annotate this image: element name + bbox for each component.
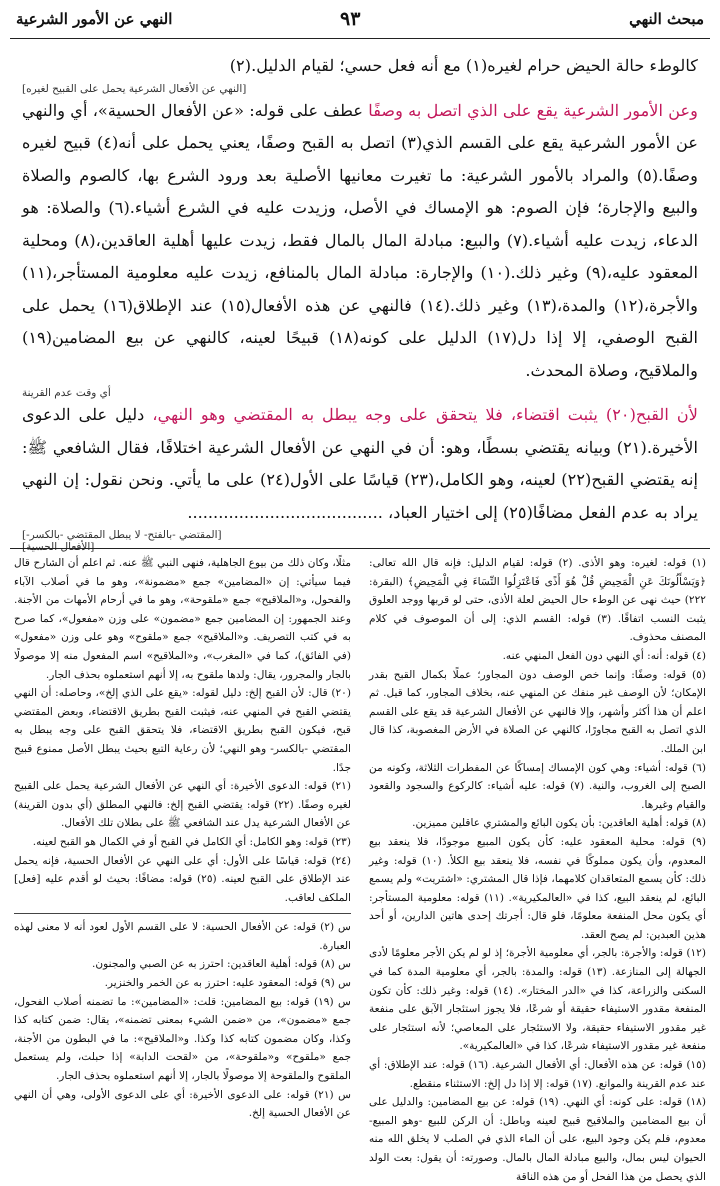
sharh-text-1: عطف على قوله: «عن الأفعال الحسية»، أي والنهي عن الأمور الشرعية يقع على القسم الذي(٣) اتصل به القبح وصفًا، يعني يحمل على أنه(٤) قبيح لغيره وصفًا.(٥) والمراد بالأمور الشرعية: ما تغيرت معانيها الأصلية بعد ورود الشرع بها، كالصوم والصلاة والبيع والإجارة؛ فإن الصوم: هو الإمساك في الأصل، وزيدت عليه في الشرع أشياء.(٦) والصلاة: هو الدعاء، زيدت عليه أشياء.(٧) والبيع: مبادلة المال بالمال فقط، زيدت عليها أهلية العاقدين،(٨) ومحلية المعقود عليه،(٩) وغير ذلك.(١٠) والإجارة: مبادلة المال بالمنافع، زيدت عليه معلومية المستأجر،(١١) والأجرة،(١٢) والمدة،(١٣) وغير ذلك.(١٤) فالنهي عن هذه الأفعال(١٥) عند الإطلاق(١٦) يحمل على القبح الوصفي، إلا إذا دل(١٧) الدليل على كونه(١٨) قبيحًا لعينه، كالنهي عن بيع المضامين(١٩) والملاقيح، وصلاة المحدث. — [22, 100, 698, 380]
commentary-note: (٢٤) قوله: قياسًا على الأول: أي على النهي عن الأفعال الحسية، فإنه يحمل عند الإطلاق على القبح لعينه. (٢٥) قوله: مضافًا: بحيث لو أقدم عليه [فعل] الملكف لعاقب. — [14, 854, 351, 904]
commentary-note: (١٨) قوله: على كونه: أي النهي. (١٩) قوله: عن بيع المضامين: والدليل على أن بيع المضامين والملاقيح قبيح لعينه وباطل: أن الركن للبيع -وهو المبيع- معدوم، فلم يكن وجود البيع، على أن الماء الذي في الصلب لا يخلق الله منه الحيوان ليس بمال، والبيع مبادلة المال بالمال. وصورته: أن يقول: بعت الولد الذي يحصل من هذا الفحل أو من هذه الناقة — [369, 1096, 706, 1183]
commentary-note: (٥) قوله: وصفًا: وإنما خص الوصف دون المجاور؛ عملًا بكمال القبح بقدر الإمكان؛ لأن الوصف غير منفك عن المنهي عنه، بخلاف المجاور، كما قيل. ثم اعلم أن هذا أكثر وأشهر، وإلا فالنهي عن الأفعال الشرعية قد يقع على القسم الذي اتصل به القبح مجاورًا، كالنهي عن الصلاة في الأرض المغصوبة، كذا قال ابن الملك. — [369, 668, 706, 755]
margin-note-4: [الأفعال الحسية] — [22, 541, 95, 553]
secondary-note: س (٨) قوله: أهلية العاقدين: احترز به عن الصبي والمجنون. — [92, 958, 351, 971]
main-paragraph-2 — [22, 95, 698, 388]
secondary-note: س (٩) قوله: المعقود عليه: احترز به عن الخمر والخنزير. — [104, 977, 351, 990]
chapter-title: النهي عن الأمور الشرعية — [16, 10, 173, 28]
commentary-note: (٢٠) قال: لأن القبح إلخ: دليل لقوله: «يقع على الذي إلخ»، وحاصله: أن النهي يقتضي القبح في المنهي عنه، فيثبت القبح بطريق الاقتضاء، وبعض المقتضي قبح، فيكون القبح بطريق الاقتضاء، فلا يتحقق القبح على وجه يبطل به المقتضي -بالكسر- وهو النهي؛ لأن رعاية التبع بحيث يبطل الأصل ممنوع قبيح جدًا. — [14, 687, 351, 774]
commentary-note: (١) قوله: لغيره: وهو الأذى. (٢) قوله: لقيام الدليل: فإنه قال الله تعالى: ﴿وَيَسْأَلُونَكَ عَنِ الْمَحِيضِ قُلْ هُوَ أَذًى فَاعْتَزِلُوا النِّسَاءَ فِي الْمَحِيضِ﴾ (البقرة: ٢٢٢) حيث نهى عن الوطء حال الحيض لعلة الأذى، حتى لو قربها ووجد العلوق يثبت النسب اتفاقًا. (٣) قوله: القسم الذي: إلى أن الموصوف في كلام المصنف محذوف. — [369, 557, 707, 644]
commentary-note: (١٢) قوله: والأجرة: بالجر، أي معلومية الأجرة؛ إذ لو لم يكن الأجر معلومًا لأدى الجهالة إلى المنازعة. (١٣) قوله: والمدة: بالجر، أي معلومية المدة كما في السكنى والزراعة، كذا في «الدر المختار». (١٤) قوله: وغير ذلك: كأن تكون المنفعة مقدور الاستيفاء حقيقة أو شرعًا، فلا يجوز استئجار الآبق على منفعة غير مقدور الاستيفاء حقيقة، ولا الاستئجار على المعاصي؛ لأنه استئجار على منفعة غير مقدور الاستيفاء شرعًا، كذا في «العالمكيرية». — [369, 947, 706, 1053]
commentary-note: (٤) قوله: أنه: أي النهي دون الفعل المنهي عنه. — [502, 649, 706, 662]
section-title: مبحث النهي — [629, 10, 704, 28]
header-rule — [10, 38, 710, 39]
margin-note-2: أي وقت عدم القرينة — [22, 387, 111, 399]
margin-note-1: [النهي عن الأفعال الشرعية يحمل على القبيح لغيره] — [22, 82, 247, 95]
continuation-dots: ...................................... — [187, 502, 383, 522]
commentary-note: (١٥) قوله: عن هذه الأفعال: أي الأفعال الشرعية. (١٦) قوله: عند الإطلاق: أي عند عدم القرينة والموانع. (١٧) قوله: إلا إذا دل إلخ: الاستثناء منقطع. — [369, 1059, 706, 1090]
commentary-note: (٩) قوله: محلية المعقود عليه: كأن يكون المبيع موجودًا، فلا ينعقد بيع المعدوم، وأن يكون مملوكًا في نفسه، فلا ينعقد بيع الكلأ. (١٠) قوله: وغير ذلك: كأن يسمع المتعاقدان كلامهما، فإذا قال المشتري: «اشتريت» ولم يسمع البائع، لم ينعقد البيع، كذا في «العالمكيرية». (١١) قوله: معلومية المستأجر: أي يكون محل المنفعة معلومًا، فلو قال: أجرتك إحدى هاتين الدارين، أو أحد هذين العبدين: لم يصح العقد. — [369, 835, 707, 941]
commentary-left-column — [14, 554, 351, 1120]
matn-text-2: لأن القبح(٢٠) يثبت اقتضاء، فلا يتحقق على وجه يبطل به المقتضي وهو النهي، — [152, 405, 698, 424]
commentary-rule — [10, 548, 710, 549]
sharh-text-2: دليل على الدعوى الأخيرة.(٢١) وبيانه يقتضي بسطًا، وهو: أن في النهي عن الأفعال الشرعية اختلافًا، فقال الشافعي ﷺ: إنه يقتضي القبح(٢٢) لعينه، وهو الكامل،(٢٣) قياسًا على الأول(٢٤) على ما يأتي. ونحن نقول: إن النهي يراد به عدم الفعل مضافًا(٢٥) إلى اختيار العباد، — [22, 405, 699, 522]
matn-text-1: وعن الأمور الشرعية يقع على الذي اتصل به وصفًا — [368, 100, 699, 120]
commentary-note: مثلًا، وكان ذلك من بيوع الجاهلية، فنهى النبي ﷺ عنه. ثم اعلم أن الشارح قال فيما سيأتي: إن «المضامين» جمع «مضمونة»، وهو ما في أصلاب الآباء والفحول، و«الملاقيح» جمع «ملقوحة»، وهو ما في أرحام الأمهات من الأجنة. وعند الجمهور: إن المضامين جمع «مضمون» على وزن «مفعول»، كما صرح به في كتب التصريف. و«الملاقيح» جمع «ملقوح» وهو على وزن «مفعول» (في الفائق)، كما في «المغرب»، و«الملاقيح» اسم المفعول منه إلا موصولًا بالجار والمجرور، يقال: ولدها ملقوح به، إلا أنهم استعملوه بحذف الجار. — [14, 557, 351, 681]
main-paragraph-1: كالوطء حالة الحيض حرام لغيره(١) مع أنه فعل حسي؛ لقيام الدليل.(٢) — [229, 56, 698, 75]
commentary-note: (٢٣) قوله: وهو الكامل: أي الكامل في القبح أو في الكمال هو القبح لعينه. — [32, 835, 351, 848]
commentary-note: (٨) قوله: أهلية العاقدين: بأن يكون البائع والمشتري عاقلين مميزين. — [412, 817, 706, 830]
secondary-note: س (٢) قوله: عن الأفعال الحسية: لا على القسم الأول لعود أنه لا معنى لهذه العبارة. — [14, 921, 351, 952]
secondary-note: س (١٩) قوله: بيع المضامين: قلت: «المضامين»: ما تضمنه أصلاب الفحول، جمع «مضمون»، من «ضمن الشيء بمعنى تضمنه»، يقال: ضمن كتابه كذا وكذا، وكان مضمون كتابه كذا وكذا. و«الملاقيح»: ما في البطون من الأجنة، جمع «ملقوح» و«ملقوحة»، من «لقحت الدابة» إذا حبلت، ولم يستعمل الملقوح والملقوحة إلا موصولًا بالجار، إلا أنهم استعملوه بحذف الجار. — [14, 995, 351, 1083]
footnote-divider — [14, 913, 351, 914]
page-number: ٩٣ — [340, 8, 361, 30]
commentary-section — [14, 554, 707, 1183]
page-header — [10, 8, 710, 42]
commentary-note: (٢١) قوله: الدعوى الأخيرة: أي النهي عن الأفعال الشرعية يحمل على القبيح لغيره وصفًا. (٢٢) قوله: يقتضي القبح إلخ: فالنهي المطلق (أي بدون القرينة) عن الأفعال الشرعية يدل عند الشافعي ﷺ على بطلان تلك الأفعال. — [14, 780, 351, 830]
commentary-right-column — [369, 554, 707, 1183]
secondary-note: س (٢١) قوله: على الدعوى الأخيرة: أي على الدعوى الأولى، وهي أن النهي عن الأفعال الحسية إلخ. — [14, 1088, 351, 1120]
commentary-note: (٦) قوله: أشياء: وهي كون الإمساك إمساكًا عن المفطرات الثلاثة، وكونه من الصبح إلى الغروب، والنية. (٧) قوله: عليه أشياء: كالركوع والسجود والقعود والقيام وغيرها. — [369, 761, 707, 811]
main-text — [22, 50, 698, 553]
margin-note-3: [المقتضي -بالفتح- لا يبطل المقتضي -بالكسر-] — [22, 529, 222, 541]
main-paragraph-3 — [22, 399, 698, 529]
